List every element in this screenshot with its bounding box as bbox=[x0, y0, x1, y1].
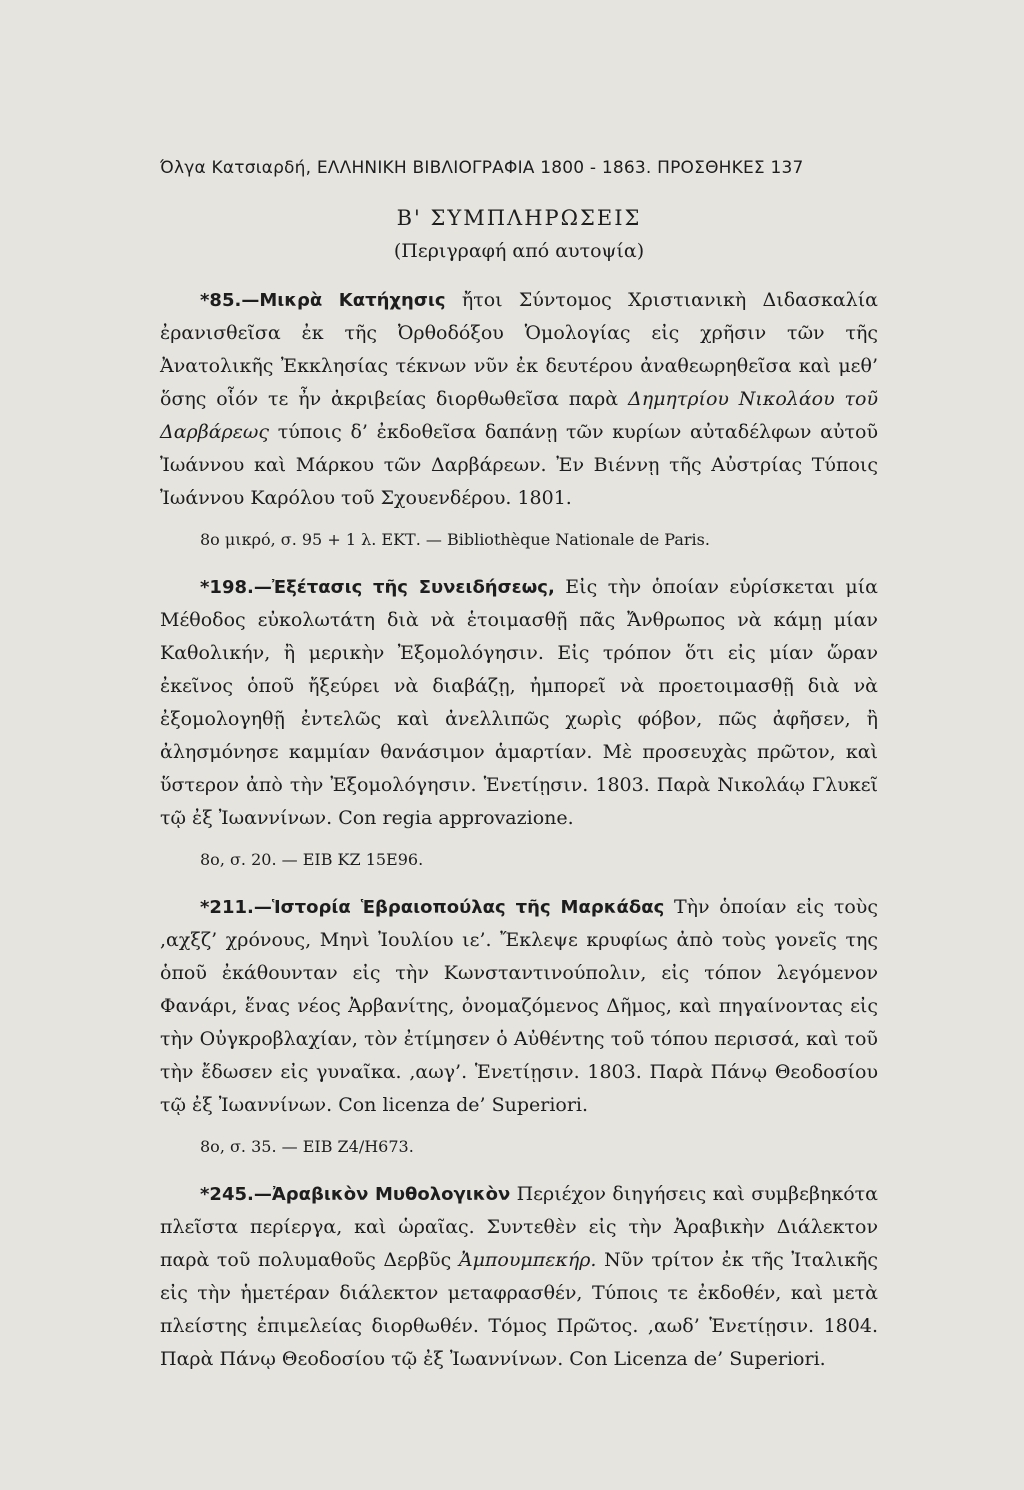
entry-text bbox=[160, 284, 878, 515]
entry-text bbox=[160, 1178, 878, 1376]
entry-211 bbox=[160, 891, 878, 1158]
section-subtitle: (Περιγραφή από αυτοψία) bbox=[393, 240, 645, 262]
entry-italic: Δημητρίου Νικολάου τοῦ Δαρβάρεως bbox=[160, 388, 878, 443]
entry-title: —Ἀραβικὸν Μυθολογικὸν bbox=[253, 1184, 511, 1205]
entry-italic: Ἀμπουμπεκήρ. bbox=[458, 1249, 597, 1271]
entry-number: *198. bbox=[200, 577, 254, 598]
entry-198 bbox=[160, 571, 878, 871]
section-title: Β' ΣΥΜΠΛΗΡΩΣΕΙΣ bbox=[396, 206, 642, 230]
entry-number: *211. bbox=[200, 897, 254, 918]
entry-meta: 8ο μικρό, σ. 95 + 1 λ. ΕΚΤ. — Bibliothèque Nationale de Paris. bbox=[200, 530, 710, 549]
entry-title: —Ἐξέτασις τῆς Συνειδήσεως, bbox=[253, 577, 555, 598]
running-head: Όλγα Κατσιαρδή, ΕΛΛΗΝΙΚΗ ΒΙΒΛΙΟΓΡΑΦΙΑ 1800 - 1863. ΠΡΟΣΘΗΚΕΣ 137 bbox=[160, 158, 804, 178]
entry-text-a: Περιέχον διηγήσεις καὶ συμβεβηκότα πλεῖστα περίεργα, καὶ ὡραῖας. Συντεθὲν εἰς τὴν Ἀραβικὴν Διάλεκτον παρὰ τοῦ πολυμαθοῦς Δερβῦς bbox=[160, 1183, 878, 1271]
entry-meta: 8ο, σ. 35. — ΕΙΒ Ζ4/Η673. bbox=[200, 1137, 414, 1156]
entry-text-b: τύποις δ’ ἐκδοθεῖσα δαπάνῃ τῶν κυρίων αὐταδέλφων αὐτοῦ Ἰωάννου καὶ Μάρκου τῶν Δαρβάρεων. Ἐν Βιέννῃ τῆς Αὐστρίας Τύποις Ἰωάννου Καρόλου τοῦ Σχουενδέρου. 1801. bbox=[160, 421, 878, 509]
entry-text-a: Εἰς τὴν ὁποίαν εὑρίσκεται μία Μέθοδος εὐκολωτάτη διὰ νὰ ἑτοιμασθῇ πᾶς Ἄνθρωπος νὰ κάμῃ μίαν Καθολικήν, ἢ μερικὴν Ἐξομολόγησιν. Εἰς τρόπον ὅτι εἰς μίαν ὥραν ἐκεῖνος ὁποῦ ἤξεύρει νὰ διαβάζῃ, ἠμπορεῖ νὰ προετοιμασθῇ διὰ νὰ ἐξομολογηθῇ ἐντελῶς καὶ ἀνελλιπῶς χωρὶς φόβον, πῶς ἀφῆσεν, ἢ ἀλησμόνησε καμμίαν θανάσιμον ἁμαρτίαν. Μὲ προσευχὰς πρῶτον, καὶ ὕστερον ἀπὸ τὴν Ἐξομολόγησιν. Ἑνετίῃσιν. 1803. Παρὰ Νικολάῳ Γλυκεῖ τῷ ἐξ Ἰωαννίνων. Con regia approvazione. bbox=[160, 576, 878, 829]
entry-meta: 8ο, σ. 20. — ΕΙΒ ΚΖ 15Ε96. bbox=[200, 850, 424, 869]
entry-title: —Ἱστορία Ἑβραιοπούλας τῆς Μαρκάδας bbox=[253, 897, 665, 918]
entry-245 bbox=[160, 1178, 878, 1376]
entry-title: —Μικρὰ Κατήχησις bbox=[241, 290, 446, 311]
entry-text-a: Τὴν ὁποίαν εἰς τοὺς ,αχξζ’ χρόνους, Μηνὶ Ἰουλίου ιε’. Ἔκλεψε κρυφίως ἀπὸ τοὺς γονεῖς της ὁποῦ ἐκάθουνταν εἰς τὴν Κωνσταντινούπολιν, εἰς τόπον λεγόμενον Φανάρι, ἕνας νέος Ἀρβανίτης, ὀνομαζόμενος Δῆμος, καὶ πηγαίνοντας εἰς τὴν Οὐγκροβλαχίαν, τὸν ἐτίμησεν ὁ Αὐθέντης τοῦ τόπου περισσά, καὶ τοῦ τὴν ἔδωσεν εἰς γυναῖκα. ,αωγ’. Ἑνετίῃσιν. 1803. Παρὰ Πάνῳ Θεοδοσίου τῷ ἐξ Ἰωαννίνων. Con licenza de’ Superiori. bbox=[160, 896, 878, 1116]
entry-text-a: ἤτοι Σύντομος Χριστιανικὴ Διδασκαλία ἐρανισθεῖσα ἐκ τῆς Ὀρθοδόξου Ὁμολογίας εἰς χρῆσιν τῶν τῆς Ἀνατολικῆς Ἐκκλησίας τέκνων νῦν ἐκ δευτέρου ἀναθεωρηθεῖσα καὶ μεθ’ ὅσης οἷόν τε ἦν ἀκριβείας διορθωθεῖσα παρὰ bbox=[160, 289, 878, 410]
entry-85 bbox=[160, 284, 878, 551]
entry-text bbox=[160, 891, 878, 1122]
entry-number: *245. bbox=[200, 1184, 254, 1205]
entry-number: *85. bbox=[200, 290, 242, 311]
entry-text bbox=[160, 571, 878, 835]
entry-text-b: Νῦν τρίτον ἐκ τῆς Ἰταλικῆς εἰς τὴν ἡμετέραν διάλεκτον μεταφρασθέν, Τύποις τε ἐκδοθέν, καὶ μετὰ πλείστης ἐπιμελείας διορθωθέν. Τόμος Πρῶτος. ,αωδ’ Ἑνετίῃσιν. 1804. Παρὰ Πάνῳ Θεοδοσίου τῷ ἐξ Ἰωαννίνων. Con Licenza de’ Superiori. bbox=[160, 1249, 879, 1370]
